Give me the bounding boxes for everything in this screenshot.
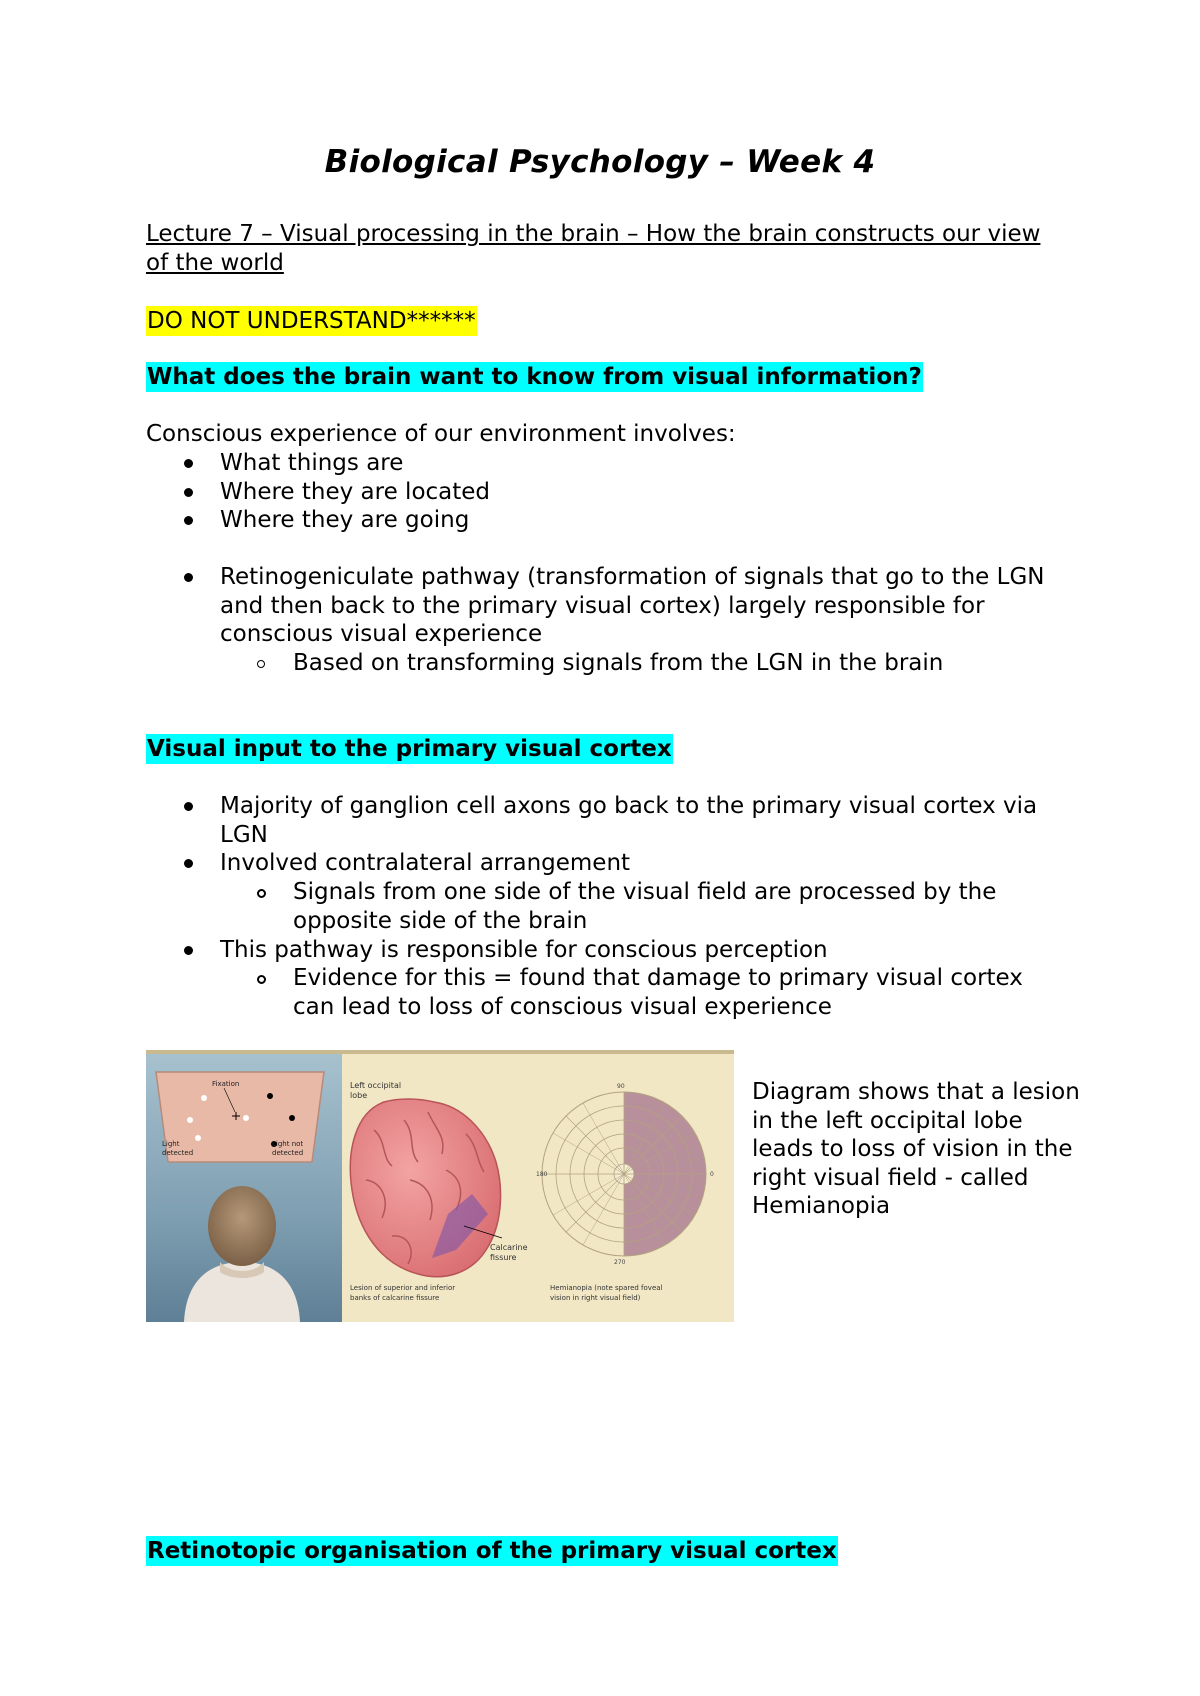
svg-text:180: 180 [536,1171,548,1178]
light-dot [195,1135,201,1141]
list-item: Where they are located [0,478,1050,507]
light-dot [187,1117,193,1123]
dark-dot [289,1115,295,1121]
list-item: Based on transforming signals from the LGN in the brain [0,649,1050,678]
section-heading-visual-input: Visual input to the primary visual cortex [147,736,672,762]
light-dot [243,1115,249,1121]
list-item: Evidence for this = found that damage to primary visual cortex can lead to loss of conscious visual experience [0,964,1050,1021]
light-not-detected-label: Light not detected [272,1140,304,1157]
left-occipital-lobe-label: Left occipital lobe [350,1081,402,1100]
list-item: Signals from one side of the visual field are processed by the opposite side of the brain [0,878,1050,935]
svg-text:0: 0 [710,1171,714,1178]
document-title: Biological Psychology – Week 4 [324,144,876,180]
svg-text:90: 90 [617,1083,625,1090]
hemianopia-caption: Hemianopia (note spared foveal vision in right visual field) [550,1284,663,1302]
dark-dot [267,1093,273,1099]
figure-caption: Diagram shows that a lesion in the left occipital lobe leads to loss of vision in the right visual field - called Hemianopia [752,1079,1080,1219]
list-item: Involved contralateral arrangement [0,849,1050,878]
section-heading-retinotopic: Retinotopic organisation of the primary visual cortex [147,1538,837,1564]
list-item: This pathway is responsible for conscious perception [0,936,1050,965]
bullet-list-conscious-experience [0,449,1050,535]
list-item: Retinogeniculate pathway (transformation of signals that go to the LGN and then back to the primary visual cortex) largely responsible for conscious visual experience [0,563,1050,649]
section-intro: Conscious experience of our environment involves: [146,421,736,447]
lesion-caption: Lesion of superior and inferior banks of calcarine fissure [350,1284,456,1302]
light-dot [201,1095,207,1101]
bullet-list-pathway [0,563,1050,678]
flag-note: DO NOT UNDERSTAND****** [147,308,476,334]
list-item: Majority of ganglion cell axons go back to the primary visual cortex via LGN [0,792,1050,849]
bullet-list-visual-input [0,792,1050,1022]
list-item: Where they are going [0,506,1050,535]
lecture-heading: Lecture 7 – Visual processing in the brain – How the brain constructs our view of the world [146,221,1041,276]
section-heading-visual-information: What does the brain want to know from visual information? [147,364,922,390]
calcarine-fissure-label: Calcarine fissure [490,1243,528,1262]
hemianopia-figure [146,1050,734,1322]
fixation-label: Fixation [212,1080,240,1088]
person-head [208,1186,276,1266]
list-item: What things are [0,449,1050,478]
light-detected-label: Light detected [162,1140,194,1157]
svg-text:270: 270 [614,1259,626,1266]
